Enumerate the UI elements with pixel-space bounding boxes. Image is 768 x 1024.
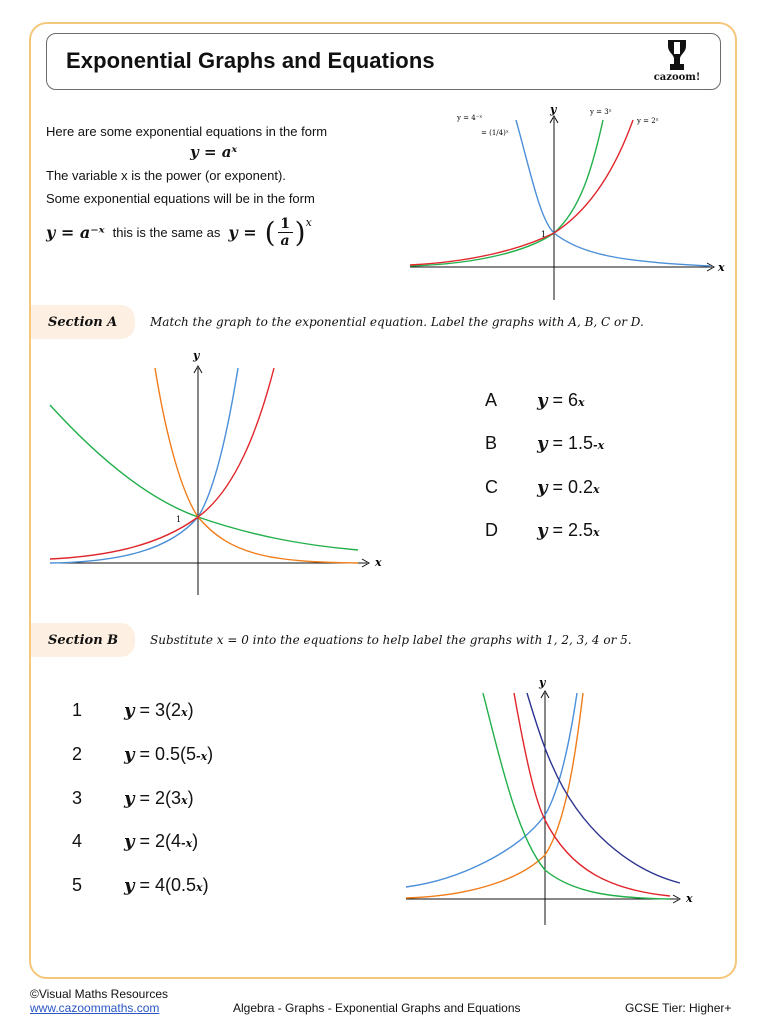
intro-label-4: y = 4⁻ˣ bbox=[457, 114, 483, 122]
eq-rhs-b: ) bbox=[202, 875, 209, 895]
fraction-num: 1 bbox=[280, 216, 290, 232]
footer-website[interactable] bbox=[30, 1001, 159, 1015]
intro-axis-x-label: x bbox=[718, 261, 725, 274]
footer-topic: Algebra - Graphs - Exponential Graphs and Equations bbox=[233, 1001, 521, 1015]
eq-num: 5 bbox=[72, 875, 83, 895]
section-a-eq-c bbox=[485, 477, 600, 498]
intro-form-2-right-y: y = bbox=[228, 223, 257, 242]
eq-rhs-b: ) bbox=[207, 744, 214, 764]
intro-curve-3 bbox=[410, 120, 603, 266]
eq-y: y bbox=[124, 788, 135, 809]
intro-label-3: y = 3ˣ bbox=[590, 108, 612, 116]
section-b-eq-3 bbox=[72, 788, 194, 809]
eq-exp: x bbox=[181, 794, 188, 807]
eq-exp: -x bbox=[196, 750, 208, 763]
a-curve-green bbox=[50, 405, 358, 550]
fraction-exp: x bbox=[305, 216, 312, 229]
eq-rhs: = 2.5 bbox=[552, 520, 594, 540]
paren-close: ) bbox=[294, 216, 306, 249]
eq-letter: D bbox=[485, 520, 498, 540]
section-a-label: Section A bbox=[48, 315, 118, 330]
eq-exp: x bbox=[181, 706, 188, 719]
eq-exp: x bbox=[578, 396, 585, 409]
fraction-den: a bbox=[278, 232, 293, 249]
intro-same-as: this is the same as bbox=[112, 225, 221, 240]
section-b-eq-2 bbox=[72, 744, 213, 765]
eq-y: y bbox=[537, 390, 548, 411]
eq-num: 3 bbox=[72, 788, 83, 808]
eq-rhs-a: = 2(4 bbox=[139, 831, 182, 851]
eq-rhs-b: ) bbox=[187, 700, 194, 720]
eq-y: y bbox=[124, 744, 135, 765]
eq-rhs-b: ) bbox=[187, 788, 194, 808]
eq-rhs: = 0.2 bbox=[552, 477, 594, 497]
section-b-eq-4 bbox=[72, 831, 198, 852]
intro-intercept-label: 1 bbox=[541, 230, 547, 239]
eq-exp: x bbox=[593, 483, 600, 496]
eq-exp: -x bbox=[593, 439, 605, 452]
intro-axis-y-label: y bbox=[550, 103, 557, 116]
eq-rhs: = 1.5 bbox=[552, 433, 594, 453]
eq-exp: -x bbox=[181, 837, 193, 850]
eq-exp: x bbox=[593, 526, 600, 539]
section-b-instruction: Substitute x = 0 into the equations to help label the graphs with 1, 2, 3, 4 or 5. bbox=[150, 633, 632, 647]
section-a-eq-a bbox=[485, 390, 585, 411]
eq-rhs-a: = 3(2 bbox=[139, 700, 182, 720]
logo-text: cazoom! bbox=[653, 72, 701, 83]
intro-form-1: y = aˣ bbox=[190, 143, 238, 161]
intro-label-2: y = 2ˣ bbox=[637, 117, 659, 125]
footer-tier: GCSE Tier: Higher+ bbox=[625, 1001, 732, 1015]
eq-letter: C bbox=[485, 477, 498, 497]
section-a-instruction: Match the graph to the exponential equation. Label the graphs with A, B, C or D. bbox=[150, 315, 644, 329]
section-b-eq-1 bbox=[72, 700, 194, 721]
a-axis-y-label: y bbox=[193, 349, 200, 362]
a-intercept-label: 1 bbox=[176, 515, 182, 524]
eq-y: y bbox=[124, 875, 135, 896]
intro-line-2: The variable x is the power (or exponent). bbox=[46, 168, 286, 183]
a-curve-blue bbox=[50, 368, 238, 563]
eq-rhs-b: ) bbox=[192, 831, 199, 851]
b-curve-navy bbox=[527, 693, 680, 883]
eq-letter: B bbox=[485, 433, 498, 453]
section-b-eq-5 bbox=[72, 875, 209, 896]
eq-y: y bbox=[124, 700, 135, 721]
eq-letter: A bbox=[485, 390, 498, 410]
section-b-label: Section B bbox=[48, 633, 119, 648]
intro-line-3: Some exponential equations will be in the form bbox=[46, 191, 315, 206]
eq-exp: x bbox=[196, 881, 203, 894]
eq-num: 1 bbox=[72, 700, 83, 720]
eq-num: 2 bbox=[72, 744, 83, 764]
b-curve-orange bbox=[406, 693, 583, 898]
a-axis-x-label: x bbox=[375, 556, 382, 569]
section-a-eq-d bbox=[485, 520, 600, 541]
b-axis-y-label: y bbox=[539, 676, 546, 689]
b-curve-blue bbox=[406, 693, 577, 887]
eq-y: y bbox=[124, 831, 135, 852]
eq-y: y bbox=[537, 477, 548, 498]
eq-y: y bbox=[537, 520, 548, 541]
intro-label-4b: = (1/4)ˣ bbox=[481, 129, 509, 137]
page-title: Exponential Graphs and Equations bbox=[66, 48, 435, 73]
footer-copyright: ©Visual Maths Resources bbox=[30, 987, 169, 1001]
website-link[interactable]: www.cazoommaths.com bbox=[30, 1001, 160, 1015]
eq-rhs: = 6 bbox=[552, 390, 579, 410]
b-curve-red bbox=[514, 693, 670, 896]
eq-y: y bbox=[537, 433, 548, 454]
b-axis-x-label: x bbox=[686, 892, 693, 905]
intro-form-2-left: y = a⁻ˣ bbox=[46, 223, 105, 242]
intro-curve-4-neg bbox=[516, 120, 710, 266]
eq-rhs-a: = 0.5(5 bbox=[139, 744, 197, 764]
eq-rhs-a: = 2(3 bbox=[139, 788, 182, 808]
intro-graph bbox=[410, 103, 725, 300]
section-b-graph bbox=[406, 676, 693, 925]
eq-rhs-a: = 4(0.5 bbox=[139, 875, 197, 895]
section-a-eq-b bbox=[485, 433, 604, 454]
paren-open: ( bbox=[264, 216, 276, 249]
eq-num: 4 bbox=[72, 831, 83, 851]
intro-line-1: Here are some exponential equations in the form bbox=[46, 124, 328, 139]
section-a-graph bbox=[50, 349, 382, 595]
